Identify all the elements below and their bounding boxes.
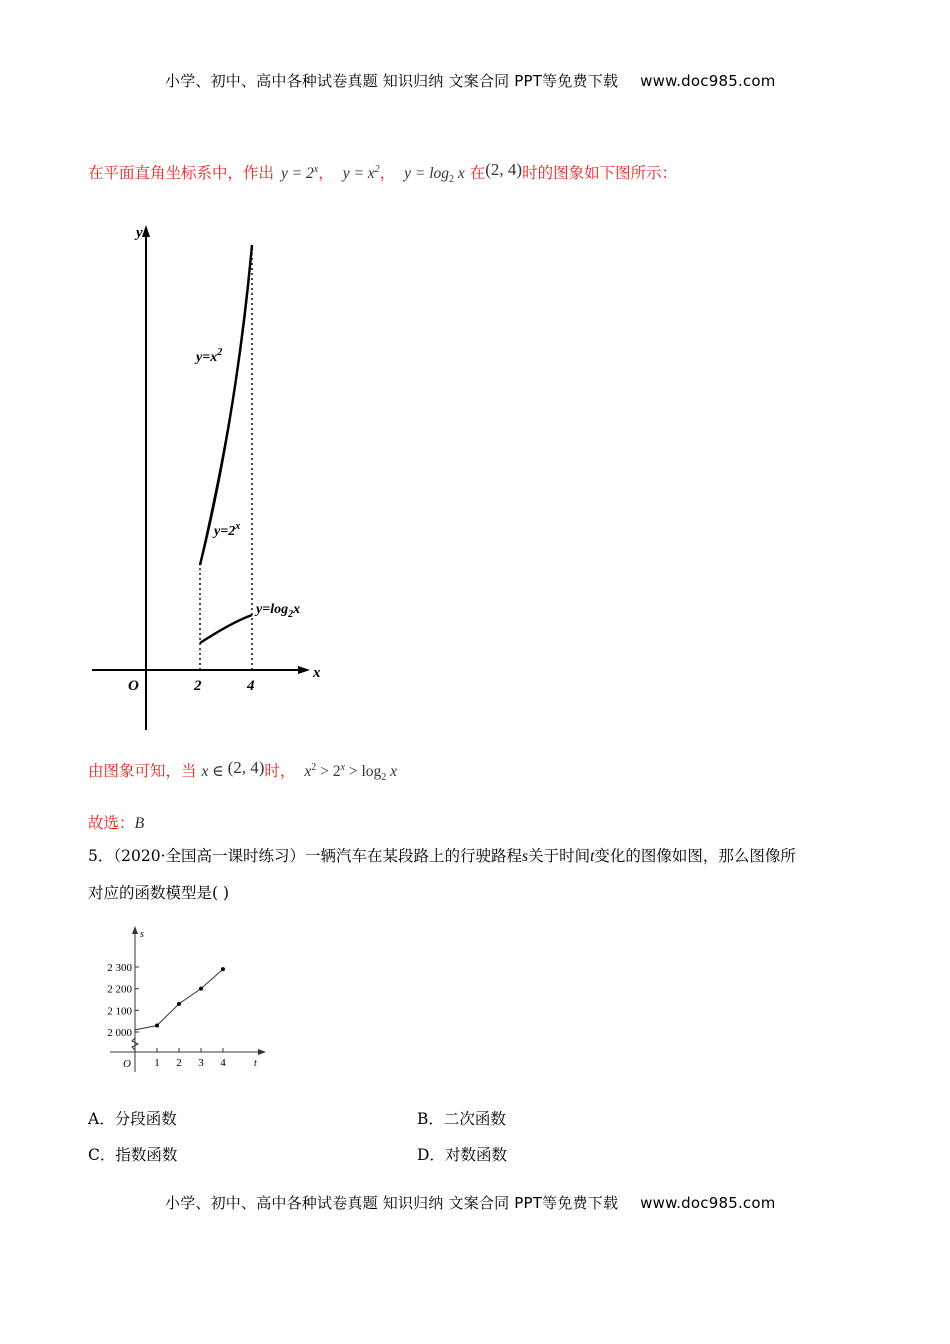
condition: x ∈ (2, 4)	[201, 758, 265, 780]
question-5-line-1	[88, 849, 796, 865]
question-source: （2020·全国高一课时练习）	[113, 847, 305, 865]
option-a[interactable]	[88, 1107, 177, 1129]
data-point	[155, 1024, 159, 1028]
inequality: $x^2 > 2^x > \log_2 x$	[304, 761, 398, 784]
x-tick-label: 2	[176, 1057, 182, 1069]
conclusion-prefix: 由图象可知，当	[88, 762, 197, 780]
option-d[interactable]	[417, 1143, 507, 1165]
option-d-letter: D．	[417, 1146, 445, 1164]
footer-text: 小学、初中、高中各种试卷真题 知识归纳 文案合同 PPT等免费下载	[165, 1194, 619, 1212]
option-b-letter: B．	[417, 1110, 444, 1128]
answer-label: 故选：	[88, 814, 135, 832]
curve-x-squared	[200, 245, 252, 565]
page-footer	[165, 1192, 776, 1213]
option-c-letter: C．	[88, 1146, 116, 1164]
question-text-a: 一辆汽车在某段路上的行驶路程	[305, 847, 523, 865]
question-text-b: 关于时间	[528, 847, 591, 865]
option-d-text: 对数函数	[444, 1146, 507, 1164]
label-log: $y=\log_2x$	[256, 602, 301, 620]
data-point	[199, 987, 203, 991]
option-c-text: 指数函数	[115, 1146, 178, 1164]
x-tick-label: 4	[220, 1057, 226, 1069]
curve-log	[200, 615, 252, 643]
option-b[interactable]	[417, 1107, 506, 1129]
question-number: 5．	[88, 847, 114, 865]
option-a-letter: A．	[88, 1110, 115, 1128]
chart-x-arrow-icon	[258, 1049, 266, 1055]
intro-comma-2: ，	[379, 164, 396, 182]
data-point	[221, 967, 225, 971]
intro-line	[88, 160, 677, 185]
series-line	[135, 969, 223, 1030]
conclusion-mid: 时，	[264, 762, 296, 780]
y-axis-label: y	[136, 225, 143, 241]
curve-2-to-x	[200, 245, 252, 565]
question-5-line-2: 对应的函数模型是( )	[88, 884, 230, 902]
label-2-to-x: $y=2^x$	[214, 521, 241, 539]
intro-suffix: 时的图象如下图所示：	[522, 164, 678, 182]
chart-origin-label: O	[123, 1058, 131, 1070]
chart-y-arrow-icon	[132, 926, 138, 934]
intro-comma-1: ，	[318, 164, 334, 182]
page-header	[165, 70, 776, 91]
formula-log: $y = \log_2 x$	[404, 165, 465, 186]
conclusion-line	[88, 758, 397, 783]
label-x-squared: $y=x^2$	[196, 347, 223, 365]
option-b-text: 二次函数	[443, 1110, 506, 1128]
distance-time-chart	[90, 920, 280, 1080]
chart-x-label: t	[254, 1058, 257, 1069]
x-axis-label: x	[313, 665, 321, 681]
option-c[interactable]	[88, 1143, 177, 1165]
origin-label: O	[128, 678, 139, 694]
y-tick-label: 2 200	[107, 983, 132, 996]
header-text: 小学、初中、高中各种试卷真题 知识归纳 文案合同 PPT等免费下载	[165, 72, 619, 90]
header-url[interactable]: www.doc985.com	[640, 72, 776, 90]
y-tick-label: 2 000	[107, 1027, 132, 1039]
intro-mid: 在	[469, 164, 486, 182]
answer-line	[88, 811, 144, 833]
y-axis-arrow-icon	[142, 225, 150, 237]
footer-url[interactable]: www.doc985.com	[640, 1194, 776, 1212]
function-graph-figure	[80, 215, 340, 735]
answer-value: B	[134, 815, 145, 832]
x-axis-arrow-icon	[298, 666, 310, 674]
tick-label-2: 2	[194, 678, 202, 694]
y-tick-label: 2 100	[107, 1005, 132, 1018]
question-text-c: 变化的图像如图，那么图像所	[594, 847, 796, 865]
var-t: t	[590, 848, 595, 865]
intro-prefix: 在平面直角坐标系中，作出	[88, 164, 275, 182]
x-tick-label: 1	[154, 1057, 160, 1069]
intro-interval: (2, 4)	[485, 160, 523, 179]
y-tick-label: 2 300	[107, 962, 132, 974]
chart-y-label: s	[140, 929, 144, 940]
formula-exp: $y = 2^x$	[280, 163, 319, 182]
x-tick-label: 3	[198, 1057, 204, 1069]
tick-label-4: 4	[247, 678, 255, 694]
option-a-text: 分段函数	[114, 1110, 177, 1128]
formula-square: $y = x^2$	[342, 163, 380, 182]
data-point	[177, 1002, 181, 1006]
var-s: s	[522, 848, 529, 865]
